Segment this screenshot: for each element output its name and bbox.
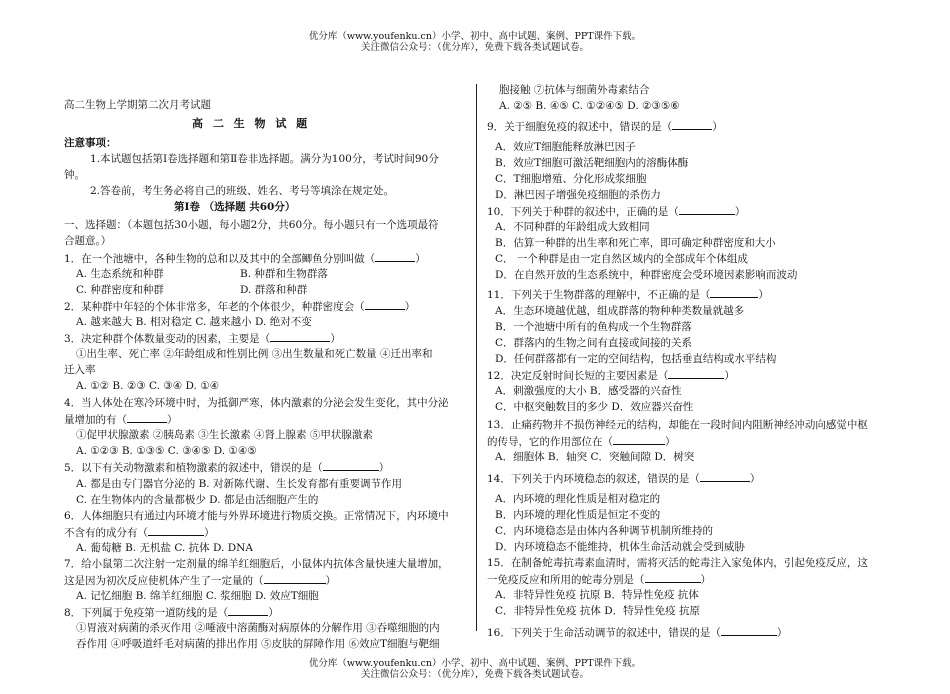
question-11 <box>487 288 769 301</box>
question-14 <box>487 472 760 485</box>
q13-options: A．细胞体 B．轴突 C．突触间隙 D．树突 <box>495 451 695 463</box>
question-6-cont <box>64 526 215 539</box>
q8-options: A. ②⑤ B. ④⑤ C. ①②④⑤ D. ②③⑤⑥ <box>499 100 680 112</box>
paren-close: ） <box>167 414 178 426</box>
question-16 <box>487 626 787 639</box>
question-12 <box>487 369 735 382</box>
answer-blank <box>721 626 777 636</box>
q2-options: A. 越来越大 B. 相对稳定 C. 越来越小 D. 绝对不变 <box>76 316 312 328</box>
question-5 <box>64 461 389 474</box>
q9-option-b: B．效应T细胞可激活靶细胞内的溶酶体酶 <box>495 157 689 169</box>
question-15: 15．在制备蛇毒抗毒素血清时，需将灭活的蛇毒注入家兔体内，引起免疫反应，这 <box>487 557 868 569</box>
q10-option-b: B．估算一种群的出生率和死亡率，即可确定种群密度和大小 <box>495 237 776 249</box>
answer-blank <box>679 205 735 215</box>
q8-items-cont: 吞作用 ④呼吸道纤毛对病菌的排出作用 ⑤皮肤的屏障作用 ⑥效应T细胞与靶细 <box>76 638 440 650</box>
question-text: 一免疫反应和所用的蛇毒分别是（ <box>487 574 645 586</box>
answer-blank <box>365 300 405 310</box>
header-line-2: 关注微信公众号：（优分库），免费下载各类试题试卷。 <box>360 42 589 53</box>
q11-option-a: A．生态环境越优越，组成群落的物种种类数量就越多 <box>495 305 745 317</box>
paren-close: ） <box>404 301 416 313</box>
question-text: 不含有的成分有（ <box>64 527 148 539</box>
question-9 <box>487 120 723 133</box>
q12-options-ab: A．刺激强度的大小 B．感受器的兴奋性 <box>495 385 682 397</box>
q11-option-c: C．群落内的生物之间有直接或间接的关系 <box>495 337 693 349</box>
q1-option-d: D. 群落和种群 <box>240 284 308 296</box>
column-divider <box>476 84 477 631</box>
q9-option-d: D．淋巴因子增强免疫细胞的杀伤力 <box>495 189 661 201</box>
question-text: 10．下列关于种群的叙述中，正确的是（ <box>487 206 679 218</box>
q8-items-end: 胞接触 ⑦抗体与细菌外毒素结合 <box>499 84 650 96</box>
paren-close: ） <box>724 370 735 382</box>
question-text: 1．在一个池塘中，各种生物的总和以及其中的全部鲫鱼分别叫做（ <box>64 253 376 265</box>
question-10 <box>487 205 745 218</box>
q3-options: A. ①② B. ②③ C. ③④ D. ①④ <box>76 380 220 392</box>
note-2: 2.答卷前，考生务必将自己的班级、姓名、考号等填涂在规定处。 <box>90 185 395 197</box>
footer-line-2: 关注微信公众号：（优分库），免费下载各类试题试卷。 <box>360 669 589 680</box>
header-line-1: 优分库（www.youfenku.cn）小学、初中、高中试题、案例、PPT课件下载。 <box>308 31 642 42</box>
q1-option-a: A. 生态系统和种群 <box>76 268 164 280</box>
q14-option-b: B．内环境的理化性质是恒定不变的 <box>495 509 661 521</box>
answer-blank <box>700 472 750 482</box>
q9-option-c: C．T细胞增殖、分化形成浆细胞 <box>495 173 647 185</box>
question-1 <box>64 252 426 265</box>
page-footer <box>0 658 950 680</box>
question-text: 12．决定反射时间长短的主要因素是（ <box>487 370 669 382</box>
paren-close: ） <box>700 574 711 586</box>
question-text: 9．关于细胞免疫的叙述中，错误的是（ <box>487 121 673 133</box>
q11-option-b: B．一个池塘中所有的鱼构成一个生物群落 <box>495 321 692 333</box>
q4-items: ①促甲状腺激素 ②胰岛素 ③生长激素 ④肾上腺素 ⑤甲状腺激素 <box>76 429 373 441</box>
answer-blank <box>668 369 724 379</box>
q15-options-ab: A．非特异性免疫 抗原 B．特异性免疫 抗体 <box>495 589 699 601</box>
question-text: 14．下列关于内环境稳态的叙述，错误的是（ <box>487 473 700 485</box>
q9-option-a: A．效应T细胞能释放淋巴因子 <box>495 141 636 153</box>
question-6: 6．人体细胞只有通过内环境才能与外界环境进行物质交换。正常情况下，内环境中 <box>64 510 449 522</box>
exam-title: 高二生物上学期第二次月考试题 <box>64 99 211 111</box>
answer-blank <box>375 252 415 262</box>
question-text: 3．决定种群个体数量变动的因素，主要是（ <box>64 333 271 345</box>
paren-close: ） <box>776 627 788 639</box>
subject-title: 高 二 生 物 试 题 <box>192 117 311 130</box>
answer-blank <box>264 574 326 584</box>
question-7-cont <box>64 574 336 587</box>
note-1: 1.本试题包括第Ⅰ卷选择题和第Ⅱ卷非选择题。满分为100分，考试时间90分 <box>90 153 439 165</box>
answer-blank <box>710 288 758 298</box>
paren-close: ） <box>268 607 279 619</box>
question-text: 2．某种群中年轻的个体非常多，年老的个体很少，种群密度会（ <box>64 301 365 313</box>
q15-options-cd: C．非特异性免疫 抗体 D．特异性免疫 抗原 <box>495 605 700 617</box>
footer-line-1: 优分库（www.youfenku.cn）小学、初中、高中试题、案例、PPT课件下载。 <box>308 658 642 669</box>
q4-options: A. ①②③ B. ①③⑤ C. ③④⑤ D. ①④⑤ <box>76 445 257 457</box>
q11-option-d: D．任何群落都有一定的空间结构，包括垂直结构或水平结构 <box>495 353 777 365</box>
q1-option-b: B. 种群和生物群落 <box>240 268 328 280</box>
q10-option-a: A．不同种群的年龄组成大致相同 <box>495 221 650 233</box>
answer-blank <box>672 120 712 130</box>
q6-options: A. 葡萄糖 B. 无机盐 C. 抗体 D. DNA <box>76 542 253 554</box>
answer-blank <box>127 413 167 423</box>
answer-blank <box>645 573 701 583</box>
question-15-cont <box>487 573 711 586</box>
paren-close: ） <box>330 333 341 345</box>
q1-option-c: C. 种群密度和种群 <box>76 284 164 296</box>
page-header <box>0 31 950 53</box>
answer-blank <box>228 606 268 616</box>
question-text: 8．下列属于免疫第一道防线的是（ <box>64 607 229 619</box>
q3-items: ①出生率、死亡率 ②年龄组成和性别比例 ③出生数量和死亡数量 ④迁出率和 <box>76 348 433 360</box>
q5-options-ab: A. 都是由专门器官分泌的 B. 对新陈代谢、生长发育都有重要调节作用 <box>76 478 402 490</box>
paren-close: ） <box>378 462 390 474</box>
answer-blank <box>148 526 204 536</box>
question-4-cont <box>64 413 178 426</box>
paren-close: ） <box>712 121 723 133</box>
q14-option-d: D．内环境稳态不能维持，机体生命活动就会受到威胁 <box>495 541 745 553</box>
paren-close: ） <box>758 289 769 301</box>
paren-close: ） <box>749 473 761 485</box>
paren-close: ） <box>415 253 426 265</box>
question-text: 5．以下有关动物激素和植物激素的叙述中，错误的是（ <box>64 462 323 474</box>
q10-option-c: C． 一个种群是由一定自然区域内的全部成年个体组成 <box>495 253 748 265</box>
q8-items: ①胃液对病菌的杀灭作用 ②唾液中溶菌酶对病原体的分解作用 ③吞噬细胞的内 <box>76 622 440 634</box>
note-1-cont: 钟。 <box>64 169 85 181</box>
question-13-cont <box>487 435 676 448</box>
answer-blank <box>613 435 665 445</box>
q7-options: A. 记忆细胞 B. 绵羊红细胞 C. 浆细胞 D. 效应T细胞 <box>76 590 319 602</box>
paren-close: ） <box>665 436 676 448</box>
part1-title: 第Ⅰ卷 （选择题 共60分） <box>174 201 296 213</box>
q14-option-c: C．内环境稳态是由体内各种调节机制所维持的 <box>495 525 714 537</box>
question-7: 7．给小鼠第二次注射一定剂量的绵羊红细胞后，小鼠体内抗体含量快速大量增加， <box>64 558 449 570</box>
q3-items-cont: 迁入率 <box>64 364 96 376</box>
question-text: 量增加的有（ <box>64 414 127 426</box>
question-text: 这是因为初次反应使机体产生了一定量的（ <box>64 575 264 587</box>
answer-blank <box>270 332 330 342</box>
question-4: 4．当人体处在寒冷环境中时，为抵御严寒，体内激素的分泌会发生变化，其中分泌 <box>64 397 449 409</box>
q14-option-a: A．内环境的理化性质是相对稳定的 <box>495 493 661 505</box>
question-8 <box>64 606 279 619</box>
paren-close: ） <box>325 575 336 587</box>
question-text: 的传导，它的作用部位在（ <box>487 436 613 448</box>
question-13: 13．止痛药物并不损伤神经元的结构，却能在一段时间内阻断神经冲动向感觉中枢 <box>487 419 868 431</box>
section-instructions: 一、选择题：（本题包括30小题，每小题2分，共60分。每小题只有一个选项最符 <box>64 219 439 231</box>
section-instructions-cont: 合题意。） <box>64 235 112 247</box>
question-2 <box>64 300 415 313</box>
question-3 <box>64 332 341 345</box>
paren-close: ） <box>734 206 746 218</box>
notes-title: 注意事项： <box>64 137 117 149</box>
paren-close: ） <box>204 527 215 539</box>
question-text: 11．下列关于生物群落的理解中，不正确的是（ <box>487 289 711 301</box>
q12-options-cd: C．中枢突触数目的多少 D．效应器兴奋性 <box>495 401 694 413</box>
answer-blank <box>323 461 379 471</box>
q5-options-cd: C. 在生物体内的含量都极少 D. 都是由活细胞产生的 <box>76 494 319 506</box>
question-text: 16．下列关于生命活动调节的叙述中，错误的是（ <box>487 627 721 639</box>
q10-option-d: D．在自然开放的生态系统中，种群密度会受环境因素影响而波动 <box>495 269 798 281</box>
